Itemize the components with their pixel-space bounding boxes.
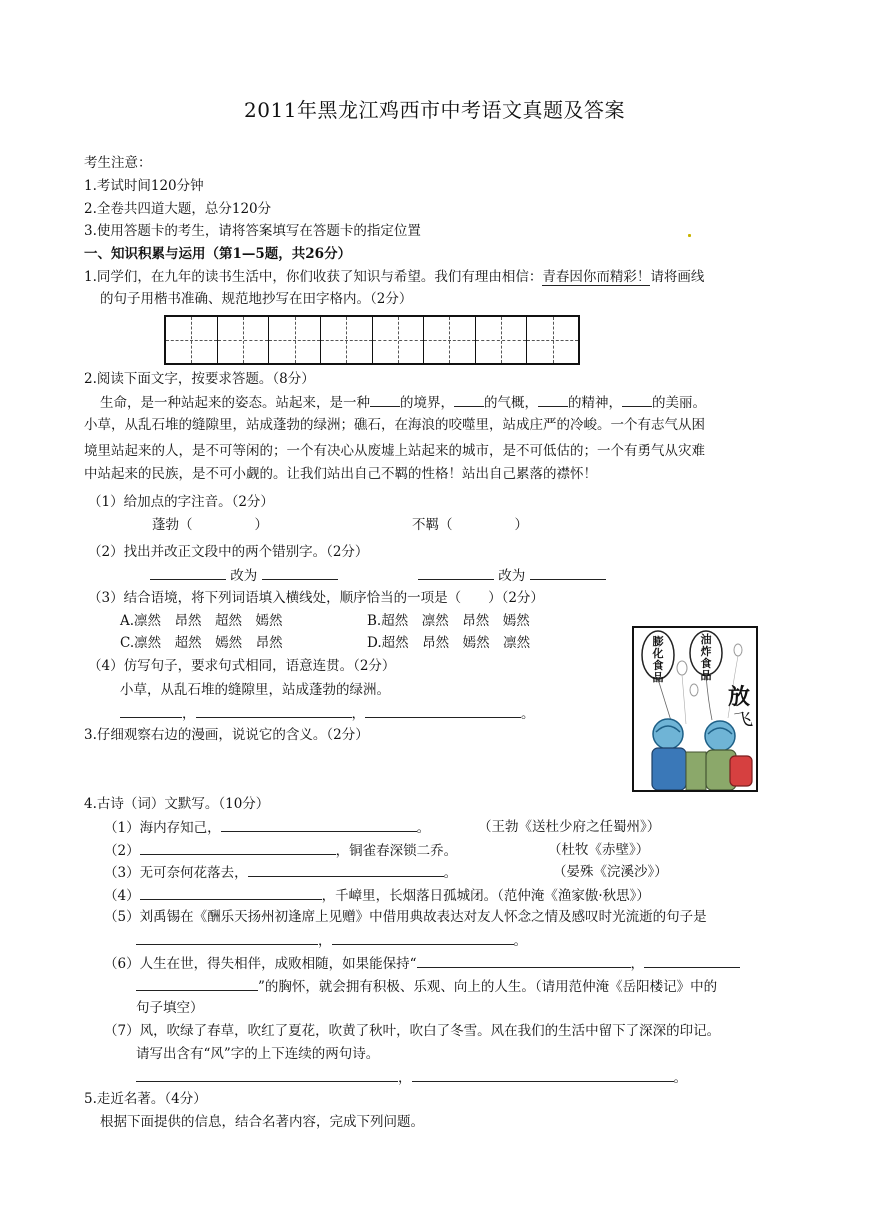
grid-cell[interactable] [269, 317, 321, 363]
q2-sub1: （1）给加点的字注音。（2分） [88, 494, 274, 510]
fill-blank[interactable] [538, 392, 568, 407]
pinyin-prompt: 不羁（ [412, 517, 453, 533]
fill-blank[interactable] [221, 817, 417, 832]
grid-cell[interactable] [373, 317, 425, 363]
question-5-heading: 5.走近名著。（4分） [84, 1091, 207, 1107]
change-label: 改为 [230, 568, 258, 584]
q2-sub4-answer [120, 703, 535, 724]
notice-item: 3.使用答题卡的考生，请将答案填写在答题卡的指定位置 [84, 223, 421, 239]
question-2-heading: 2.阅读下面文字，按要求答题。（8分） [84, 371, 315, 387]
poem-prompt: （2） [104, 843, 140, 859]
option-c[interactable]: C.凛然 超然 嫣然 昂然 [120, 635, 283, 651]
cartoon-caption: 飞 [732, 708, 754, 733]
q4-line-3 [104, 862, 457, 883]
poem-prompt: （4） [104, 888, 140, 904]
q2-sub1-item [412, 515, 528, 535]
notice-item: 2.全卷共四道大题，总分120分 [84, 201, 272, 217]
grid-cell[interactable] [424, 317, 476, 363]
q2-paragraph-line: 中站起来的民族，是不可小觑的。让我们站出自己不羁的性格！站出自己累落的襟怀！ [84, 466, 597, 482]
cartoon-caption: 放 [728, 685, 751, 710]
q4-line-6-cont [136, 976, 717, 997]
question-4-heading: 4.古诗（词）文默写。（10分） [84, 796, 270, 812]
q2-text: 的气概， [484, 395, 538, 411]
q4-line-5-answer [136, 930, 527, 951]
fill-blank[interactable] [120, 703, 182, 718]
punct: 。 [416, 820, 431, 836]
q4-line-6-end: 句子填空） [136, 1000, 204, 1016]
poem-text: ，铜雀春深锁二乔。 [335, 843, 458, 859]
fill-blank[interactable] [454, 392, 484, 407]
section-heading: 一、知识积累与运用（第1—5题，共26分） [84, 246, 352, 262]
fill-blank[interactable] [136, 930, 318, 945]
scan-speck [688, 234, 691, 237]
q4-line-6 [104, 953, 740, 974]
fill-blank[interactable] [644, 953, 740, 968]
q4-line-7-instruction: 请写出含有“风”字的上下连续的两句诗。 [136, 1046, 380, 1062]
q2-text: 的美丽。 [652, 395, 706, 411]
q2-sub3: （3）结合语境，将下列词语填入横线处，顺序恰当的一项是（ ）（2分） [88, 590, 544, 606]
q5-text: 根据下面提供的信息，结合名著内容，完成下列问题。 [100, 1114, 424, 1130]
q1-instruction: 的句子用楷书准确、规范地抄写在田字格内。（2分） [100, 291, 413, 307]
pinyin-prompt: 蓬勃（ [152, 517, 193, 533]
question-3: 3.仔细观察右边的漫画，说说它的含义。（2分） [84, 727, 369, 743]
poem-text: ”的胸怀，就会拥有积极、乐观、向上的人生。（请用范仲淹《岳阳楼记》中的 [258, 979, 718, 995]
grid-cell[interactable] [476, 317, 528, 363]
punct: ， [351, 706, 365, 722]
fill-blank[interactable] [140, 885, 322, 900]
fill-blank[interactable] [365, 703, 521, 718]
fill-blank[interactable] [417, 953, 631, 968]
q2-sub4-example: 小草，从乱石堆的缝隙里，站成蓬勃的绿洲。 [120, 682, 390, 698]
q2-paragraph-line [100, 392, 706, 413]
q4-line-7-answer [136, 1067, 687, 1088]
fill-blank[interactable] [136, 1067, 398, 1082]
cartoon-image [632, 626, 758, 792]
punct: 。 [513, 933, 527, 949]
fill-blank[interactable] [622, 392, 652, 407]
q2-sub2-answer [418, 565, 606, 586]
q4-source: （晏殊《浣溪沙》） [553, 864, 668, 880]
q4-line-7: （7）风，吹绿了春草，吹红了夏花，吹黄了秋叶，吹白了冬雪。风在我们的生活中留下了深深的印记。 [104, 1023, 721, 1039]
grid-cell[interactable] [527, 317, 578, 363]
fill-blank[interactable] [412, 1067, 674, 1082]
punct: 。 [521, 706, 535, 722]
q4-line-1 [104, 817, 430, 838]
grid-cell[interactable] [321, 317, 373, 363]
q1-quote: 青春因你而精彩！ [542, 269, 651, 285]
punct: ， [630, 956, 644, 972]
fill-blank[interactable] [418, 565, 494, 580]
option-d[interactable]: D.超然 昂然 嫣然 凛然 [367, 635, 531, 651]
q2-paragraph-line: 境里站起来的人，是不可等闲的；一个有决心从废墟上站起来的城市，是不可低估的；一个有勇气从灾难 [84, 443, 705, 459]
fill-blank[interactable] [140, 840, 336, 855]
small-balloon-icon [734, 644, 742, 656]
document-title: 2011年黑龙江鸡西市中考语文真题及答案 [244, 98, 625, 122]
q2-sub2: （2）找出并改正文段中的两个错别字。（2分） [88, 544, 369, 560]
tianzige-grid[interactable] [164, 315, 580, 365]
q4-source: （杜牧《赤壁》） [548, 842, 650, 858]
q4-line-5: （5）刘禹锡在《酬乐天扬州初逢席上见赠》中借用典故表达对友人怀念之情及感叹时光流逝的句子是 [104, 909, 707, 925]
q1-text: 1.同学们，在九年的读书生活中，你们收获了知识与希望。我们有理由相信： [84, 269, 543, 285]
fill-blank[interactable] [150, 565, 226, 580]
small-balloon-icon [677, 661, 687, 675]
backpack-icon [730, 756, 752, 786]
fill-blank[interactable] [262, 565, 338, 580]
q2-sub1-item [152, 515, 268, 535]
poem-prompt: （3）无可奈何花落去， [104, 865, 248, 881]
q4-line-2 [104, 840, 457, 861]
q4-source: （王勃《送杜少府之任蜀州》） [478, 819, 661, 835]
fill-blank[interactable] [530, 565, 606, 580]
q2-sub2-answer [150, 565, 338, 586]
punct: ， [318, 933, 332, 949]
backpack-icon [652, 748, 686, 790]
q2-text: 生命，是一种站起来的姿态。站起来，是一种 [100, 395, 370, 411]
poem-prompt: （6）人生在世，得失相伴，成败相随，如果能保持“ [104, 956, 417, 972]
q2-sub4: （4）仿写句子，要求句式相同，语意连贯。（2分） [88, 658, 396, 674]
paren: ） [514, 517, 528, 533]
poem-prompt: （1）海内存知己， [104, 820, 221, 836]
fill-blank[interactable] [248, 862, 444, 877]
q2-paragraph-line: 小草，从乱石堆的缝隙里，站成蓬勃的绿洲；礁石，在海浪的咬噬里，站成庄严的冷峻。一个有志气从困 [84, 417, 705, 433]
fill-blank[interactable] [136, 976, 258, 991]
punct: ， [398, 1070, 412, 1086]
q2-text: 的精神， [568, 395, 622, 411]
punct: 。 [443, 865, 458, 881]
option-b[interactable]: B.超然 凛然 昂然 嫣然 [367, 613, 530, 629]
balloon-label: 油炸食品 [700, 633, 712, 682]
child-head-icon [653, 719, 683, 749]
option-a[interactable]: A.凛然 昂然 超然 嫣然 [120, 613, 283, 629]
small-balloon-icon [690, 684, 698, 696]
fill-blank[interactable] [196, 703, 352, 718]
paren: ） [254, 517, 268, 533]
punct: 。 [673, 1070, 687, 1086]
notice-item: 1.考试时间120分钟 [84, 178, 204, 194]
notice-heading: 考生注意： [84, 155, 152, 171]
q4-line-4 [104, 885, 650, 906]
balloon-label: 膨化食品 [652, 635, 664, 684]
change-label: 改为 [498, 568, 526, 584]
q2-text: 的境界， [400, 395, 454, 411]
question-1 [84, 267, 704, 287]
grid-cell[interactable] [166, 317, 218, 363]
punct: ， [182, 706, 196, 722]
fill-blank[interactable] [332, 930, 514, 945]
poem-text: ，千嶂里，长烟落日孤城闭。（范仲淹《渔家傲·秋思》） [321, 888, 650, 904]
q1-text-post: 请将画线 [650, 269, 705, 285]
child-head-icon [705, 721, 735, 751]
grid-cell[interactable] [218, 317, 270, 363]
fill-blank[interactable] [370, 392, 400, 407]
